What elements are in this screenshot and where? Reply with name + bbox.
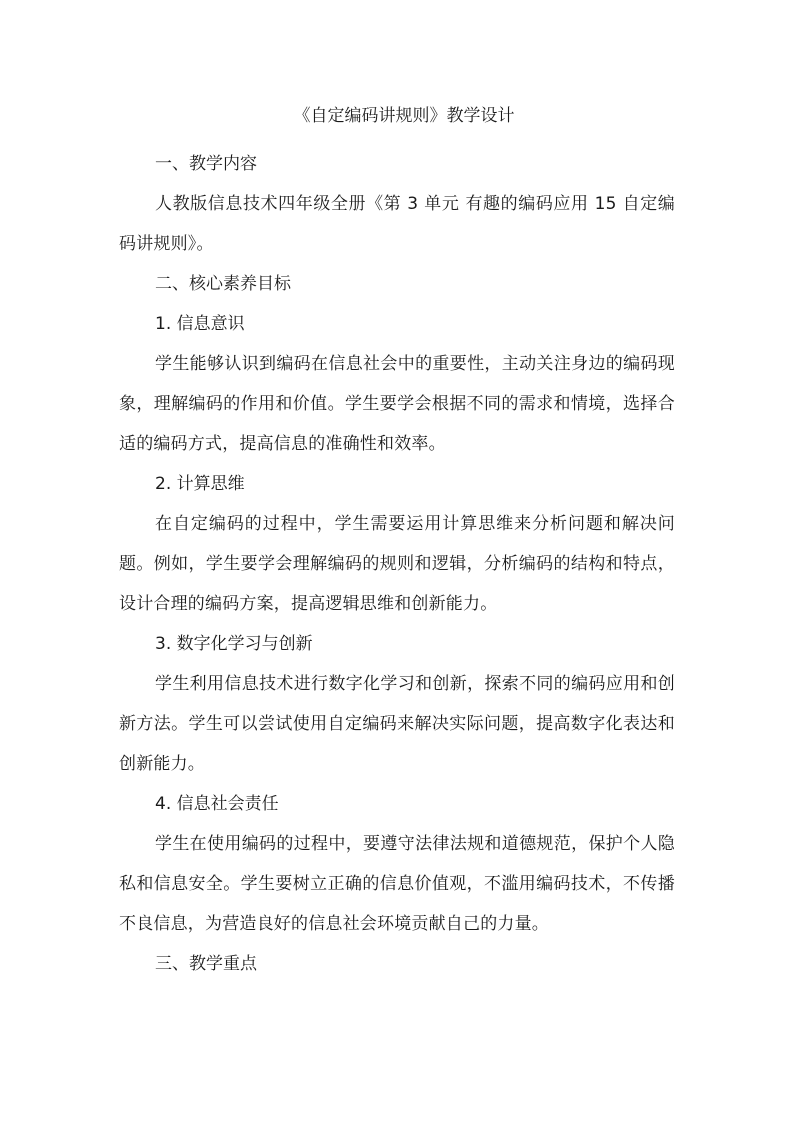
section-heading-teaching-focus: 三、教学重点 (155, 954, 257, 974)
document-body (119, 102, 675, 984)
section-heading-teaching-content: 一、教学内容 (155, 154, 257, 174)
document-title: 《自定编码讲规则》教学设计 (293, 106, 515, 126)
section-heading-core-goals: 二、核心素养目标 (155, 274, 291, 294)
subheading-social-responsibility: 4. 信息社会责任 (155, 794, 279, 814)
paragraph-computational-thinking: 在自定编码的过程中，学生需要运用计算思维来分析问题和解决问题。例如，学生要学会理解编码的规则和逻辑，分析编码的结构和特点，设计合理的编码方案，提高逻辑思维和创新能力。 (119, 514, 675, 614)
subheading-information-awareness: 1. 信息意识 (155, 314, 245, 334)
subheading-digital-learning: 3. 数字化学习与创新 (155, 634, 313, 654)
paragraph-social-responsibility: 学生在使用编码的过程中，要遵守法律法规和道德规范，保护个人隐私和信息安全。学生要树立正确的信息价值观，不滥用编码技术，不传播不良信息，为营造良好的信息社会环境贡献自己的力量。 (119, 834, 675, 934)
paragraph-digital-learning: 学生利用信息技术进行数字化学习和创新，探索不同的编码应用和创新方法。学生可以尝试使用自定编码来解决实际问题，提高数字化表达和创新能力。 (119, 674, 675, 774)
paragraph-teaching-content: 人教版信息技术四年级全册《第 3 单元 有趣的编码应用 15 自定编码讲规则》。 (119, 194, 675, 254)
paragraph-information-awareness: 学生能够认识到编码在信息社会中的重要性，主动关注身边的编码现象，理解编码的作用和价值。学生要学会根据不同的需求和情境，选择合适的编码方式，提高信息的准确性和效率。 (119, 354, 675, 454)
subheading-computational-thinking: 2. 计算思维 (155, 474, 245, 494)
